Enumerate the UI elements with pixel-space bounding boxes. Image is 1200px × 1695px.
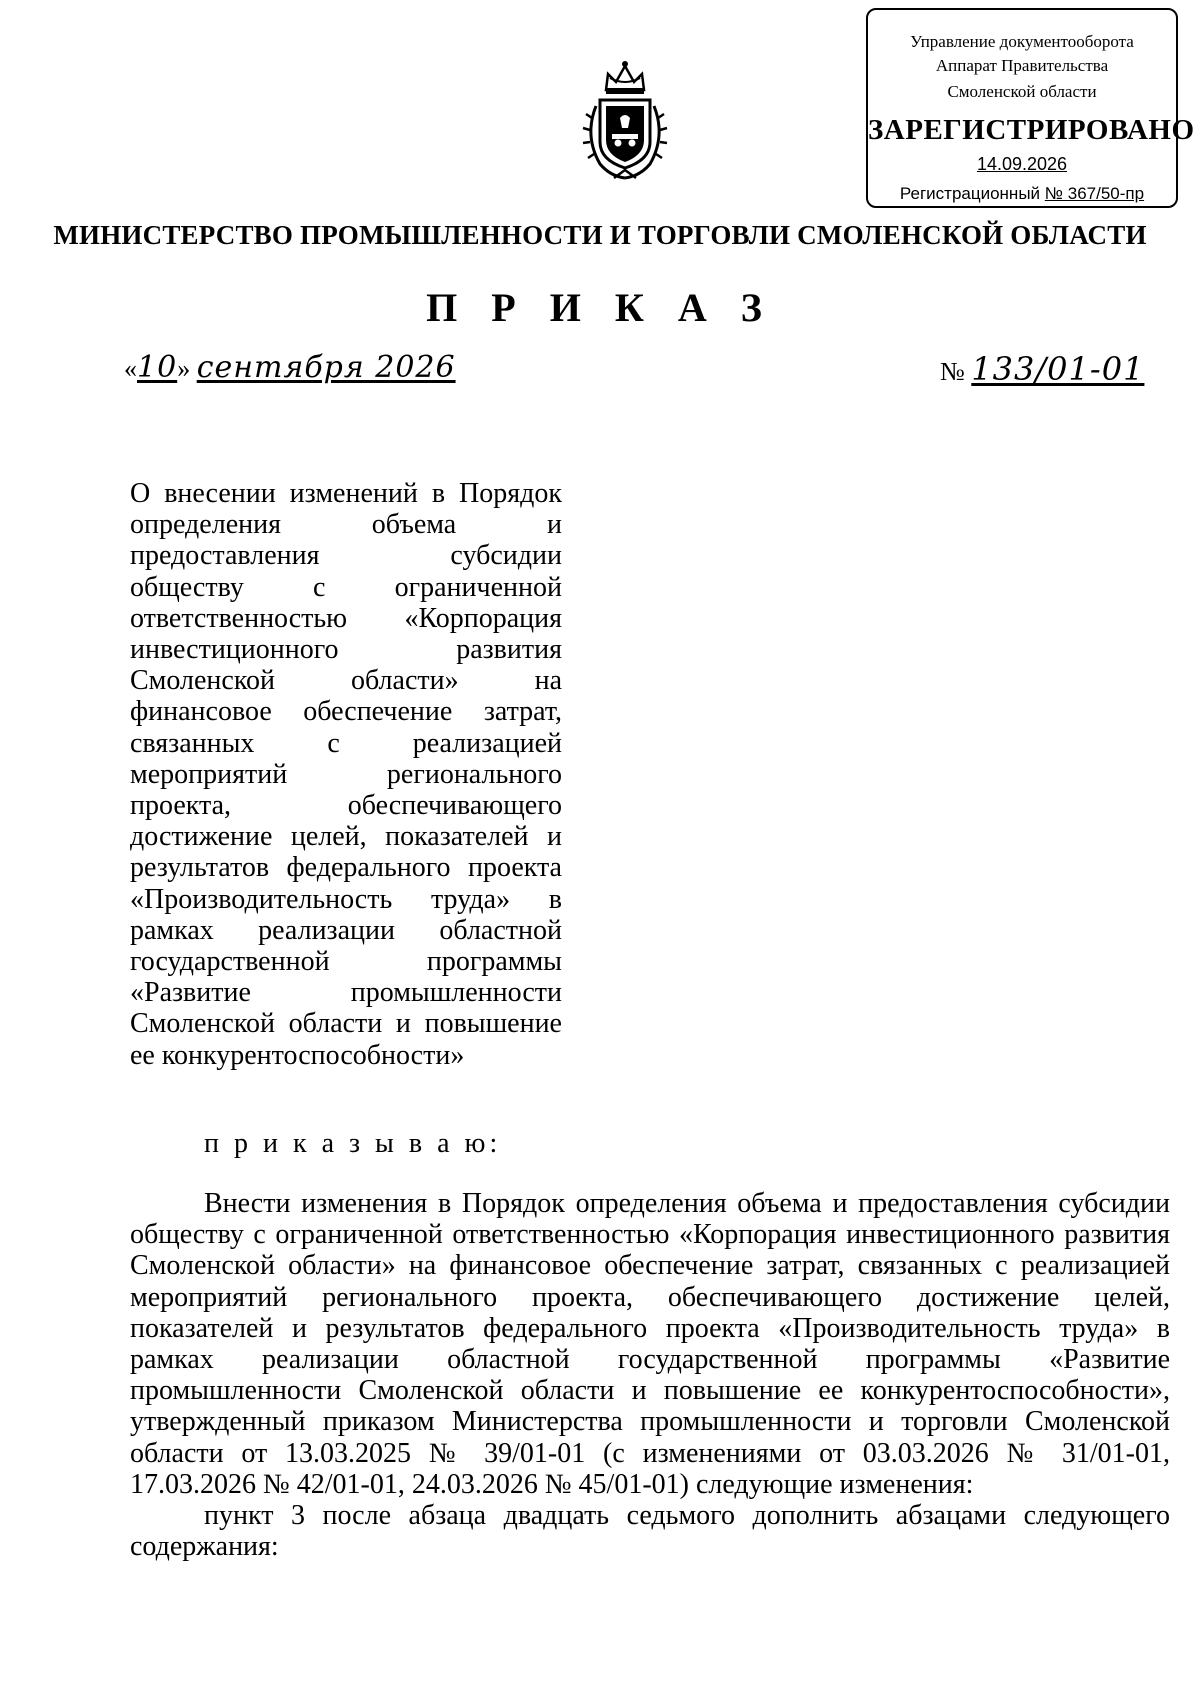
ministry-name: МИНИСТЕРСТВО ПРОМЫШЛЕННОСТИ И ТОРГОВЛИ СМОЛЕНСКОЙ ОБЛАСТИ: [53, 220, 1147, 250]
subject-line: проекта, обеспечивающего: [130, 790, 562, 822]
subject-line: инвестиционного развития: [130, 634, 562, 666]
order-day: 10: [137, 350, 178, 385]
stamp-apparatus: Аппарат Правительства: [935, 56, 1109, 75]
subject-line: связанных с реализацией: [130, 727, 562, 759]
subject-line: ее конкурентоспособности»: [130, 1039, 465, 1071]
stamp-registered: ЗАРЕГИСТРИРОВАНО: [868, 114, 1195, 146]
body-paragraph: Внести изменения в Порядок определения объема и предоставления субсидии обществу с ограниченной ответственностью «Корпорация инвестиционного развития Смоленской области» на финансовое обеспечение затрат, связанных с реализацией мероприятий регионального проекта, обеспечивающего достижение целей, показателей и результатов федерального проекта «Производительность труда» в рамках реализации областной государственной программы «Развитие промышленности Смоленской области и повышение ее конкурентоспособности», утвержденный приказом Министерства промышленности и торговли Смоленской области от 13.03.2025 № 39/01-01 (с изменениями от 03.03.2026 № 31/01-01, 17.03.2026 № 42/01-01, 24.03.2026 № 45/01-01) следующие изменения:: [130, 1188, 1170, 1500]
subject-line: государственной программы: [130, 946, 562, 978]
stamp-reg-number: Регистрационный № 367/50-пр: [899, 184, 1145, 203]
stamp-date: 14.09.2026: [976, 154, 1068, 174]
subject-line: мероприятий регионального: [130, 758, 562, 790]
subject-line: Смоленской области» на: [130, 665, 562, 697]
order-date: «10» сентября 2026: [124, 350, 456, 385]
order-body: [130, 1188, 1170, 1562]
order-directive: п р и к а з ы в а ю:: [204, 1128, 502, 1159]
document-title: П Р И К А З: [426, 285, 774, 330]
subject-line: рамках реализации областной: [130, 914, 562, 946]
subject-line: определения объема и: [130, 509, 562, 541]
subject-line: достижение целей, показателей и: [130, 821, 562, 853]
subject-line: «Производительность труда» в: [130, 883, 562, 915]
order-number: № 133/01-01: [940, 350, 1145, 388]
stamp-region: Смоленской области: [947, 82, 1097, 101]
body-paragraph: пункт 3 после абзаца двадцать седьмого дополнить абзацами следующего содержания:: [130, 1500, 1170, 1563]
subject-line: финансовое обеспечение затрат,: [130, 696, 562, 728]
subject-line: ответственностью «Корпорация: [130, 602, 562, 634]
order-subject: [130, 478, 562, 1071]
order-number-value: 133/01-01: [971, 350, 1145, 388]
subject-line: «Развитие промышленности: [130, 977, 562, 1009]
subject-line: предоставления субсидии: [130, 540, 562, 572]
subject-line: обществу с ограниченной: [130, 571, 562, 603]
registration-stamp: [866, 8, 1195, 208]
order-month-year: сентября 2026: [196, 350, 456, 385]
subject-line: результатов федерального проекта: [130, 852, 562, 884]
stamp-department: Управление документооборота: [910, 32, 1134, 51]
coat-of-arms-icon: [570, 56, 680, 186]
subject-line: О внесении изменений в Порядок: [130, 478, 562, 509]
subject-line: Смоленской области и повышение: [130, 1008, 562, 1040]
